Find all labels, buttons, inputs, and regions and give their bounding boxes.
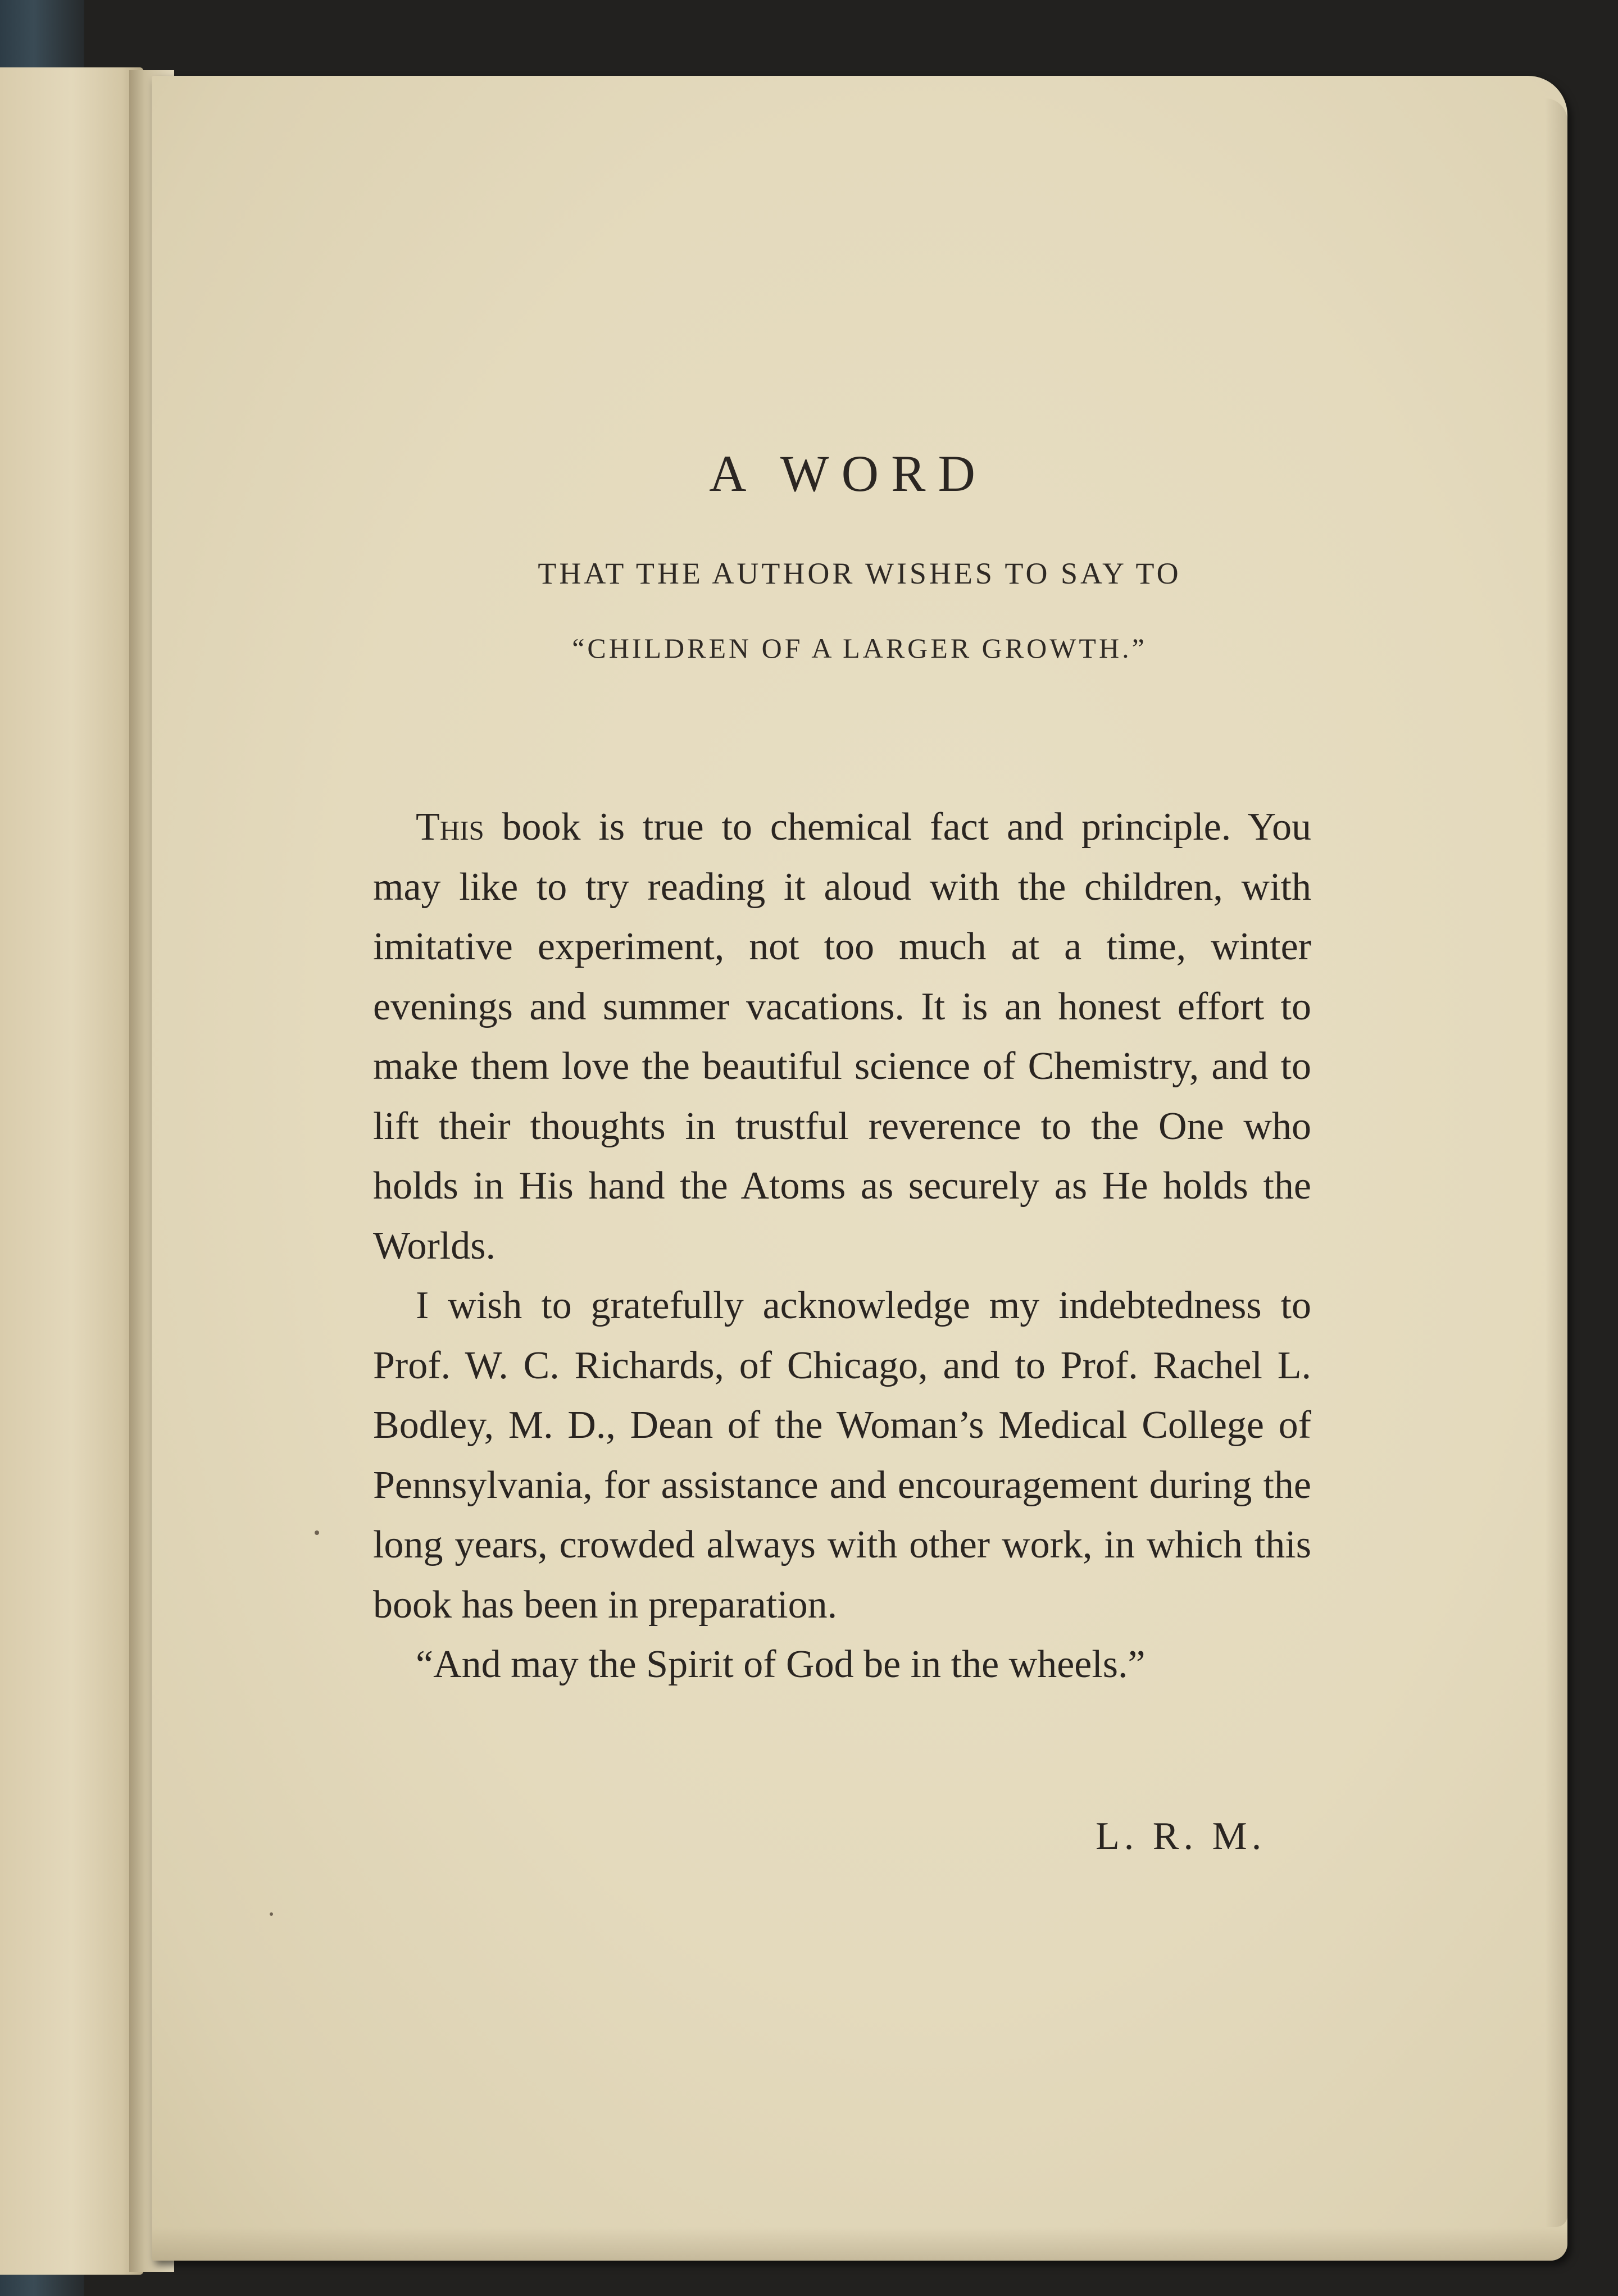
paragraph-2-text: I wish to gratefully acknowledge my indebtedness to Prof. W. C. Richards, of Chicago, and to Prof. Rachel L. Bodley, M. D., Dean of the Woman’s Medical College of Pennsylvania, for assistance and encouragement during the long years, crowded always with other work, in which this book has been in preparation.: [373, 1284, 1311, 1627]
page-heading: A WORD: [709, 445, 988, 502]
signature: L. R. M.: [1096, 1815, 1266, 1858]
paragraph-3: [373, 1635, 1311, 1695]
body-text: [373, 798, 1311, 1695]
paragraph-1: [373, 798, 1311, 1276]
paragraph-1-text: book is true to chemical fact and principle. You may like to try reading it aloud with the children, with imitative experiment, not too much at a time, winter evenings and summer vacations. It is an honest effort to make them love the beautiful science of Chemistry, and to lift their thoughts in trustful reverence to the One who holds in His hand the Atoms as securely as He holds the Worlds.: [373, 805, 1311, 1268]
paper-speck: [270, 1912, 273, 1916]
paragraph-2: [373, 1276, 1311, 1635]
paragraph-3-text: “And may the Spirit of God be in the wheels.”: [416, 1643, 1146, 1686]
page-subheading-quote: “CHILDREN OF A LARGER GROWTH.”: [572, 632, 1147, 664]
page-edge-right: [1545, 98, 1567, 2227]
paragraph-1-lead: This: [416, 805, 484, 849]
page-edge-bottom: [152, 2227, 1567, 2261]
paper-speck: [315, 1530, 319, 1535]
recto-page: [152, 76, 1567, 2261]
left-page: [0, 67, 143, 2275]
page-subheading: THAT THE AUTHOR WISHES TO SAY TO: [538, 557, 1181, 590]
